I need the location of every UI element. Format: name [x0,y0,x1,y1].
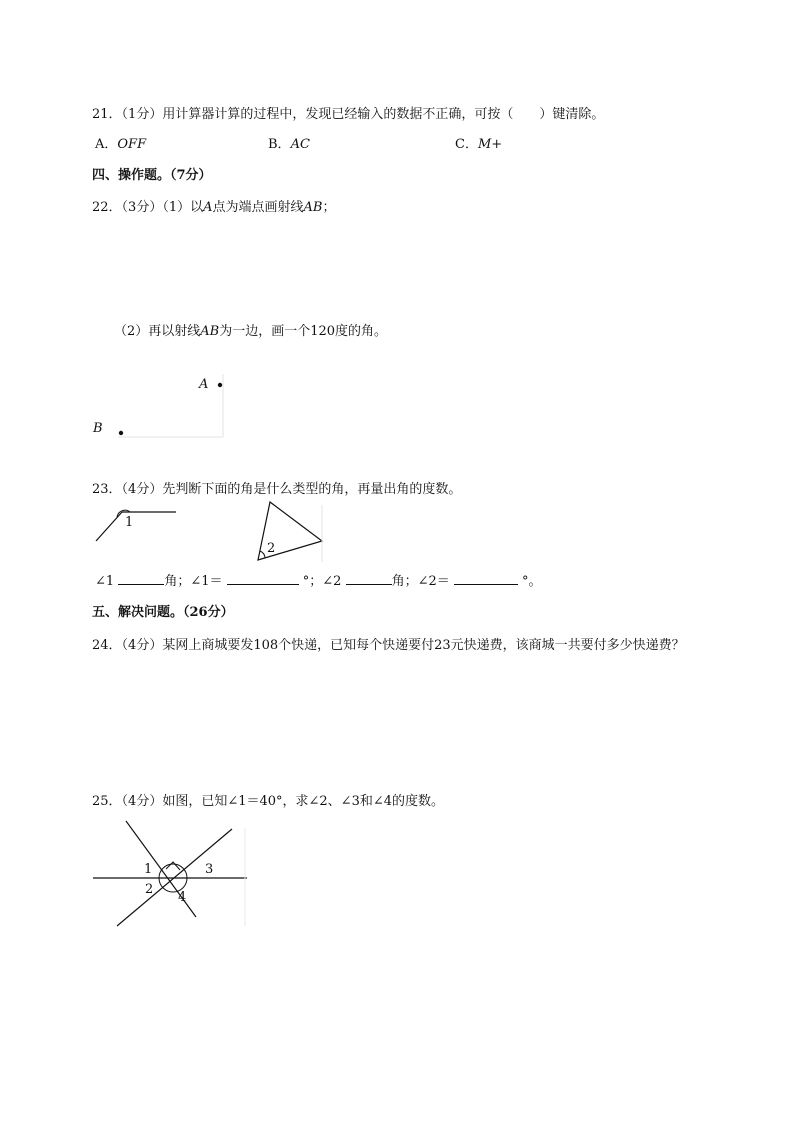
option-a-prefix: A． [95,137,118,152]
option-c-prefix: C． [455,137,478,152]
question-23-text: 23．（4分）先判断下面的角是什么类型的角，再量出角的度数。 [92,482,462,497]
q22-line1-pre: 22．（3分）（1）以 [92,200,204,215]
q22-line2-end: 为一边，画一个120度的角。 [219,324,388,339]
q22-line1-ray: AB [303,200,323,215]
option-a-value: OFF [117,137,147,152]
angle-label-3: 3 [205,862,214,877]
point-b-label: B [93,421,103,436]
question-24-text: 24．（4分）某网上商城要发108个快递，已知每个快递要付23元快递费，该商城一共要付多少快递费？ [92,638,685,653]
q23-ans-deg2: °。 [522,574,542,589]
q22-line1-mid: 点为端点画射线 [212,200,304,215]
q23-ans-jiao1: 角；∠1＝ [164,574,223,589]
angle-label-4: 4 [178,890,187,905]
angle-label-1: 1 [144,862,153,877]
q22-line1-point: A [203,200,213,215]
option-b-value: AC [290,137,310,152]
q22-line2-ray: AB [200,324,220,339]
question-25-text: 25．（4分）如图，已知∠1＝40°，求∠2、∠3和∠4的度数。 [92,794,445,809]
q23-ans-deg1: °；∠2 [302,574,342,589]
angle2-label: 2 [267,541,276,556]
question-21-text: 21．（1分）用计算器计算的过程中，发现已经输入的数据不正确，可按（ ）键清除。 [92,107,605,122]
right-angle-mark [166,862,180,870]
q22-line2-pre: （2）再以射线 [114,324,201,339]
section-4-heading: 四、操作题。（7分） [92,168,212,183]
section-5-heading: 五、解决问题。（26分） [92,605,234,620]
point-a-label: A [199,377,209,392]
option-c-value: M+ [477,137,503,152]
q22-line1-end: ； [322,200,336,215]
q23-angle1-symbol: ∠1 [95,574,115,589]
angle1-label: 1 [125,515,134,530]
option-b-prefix: B． [268,137,291,152]
q23-ans-jiao2: 角；∠2＝ [391,574,450,589]
angle-label-2: 2 [145,882,154,897]
